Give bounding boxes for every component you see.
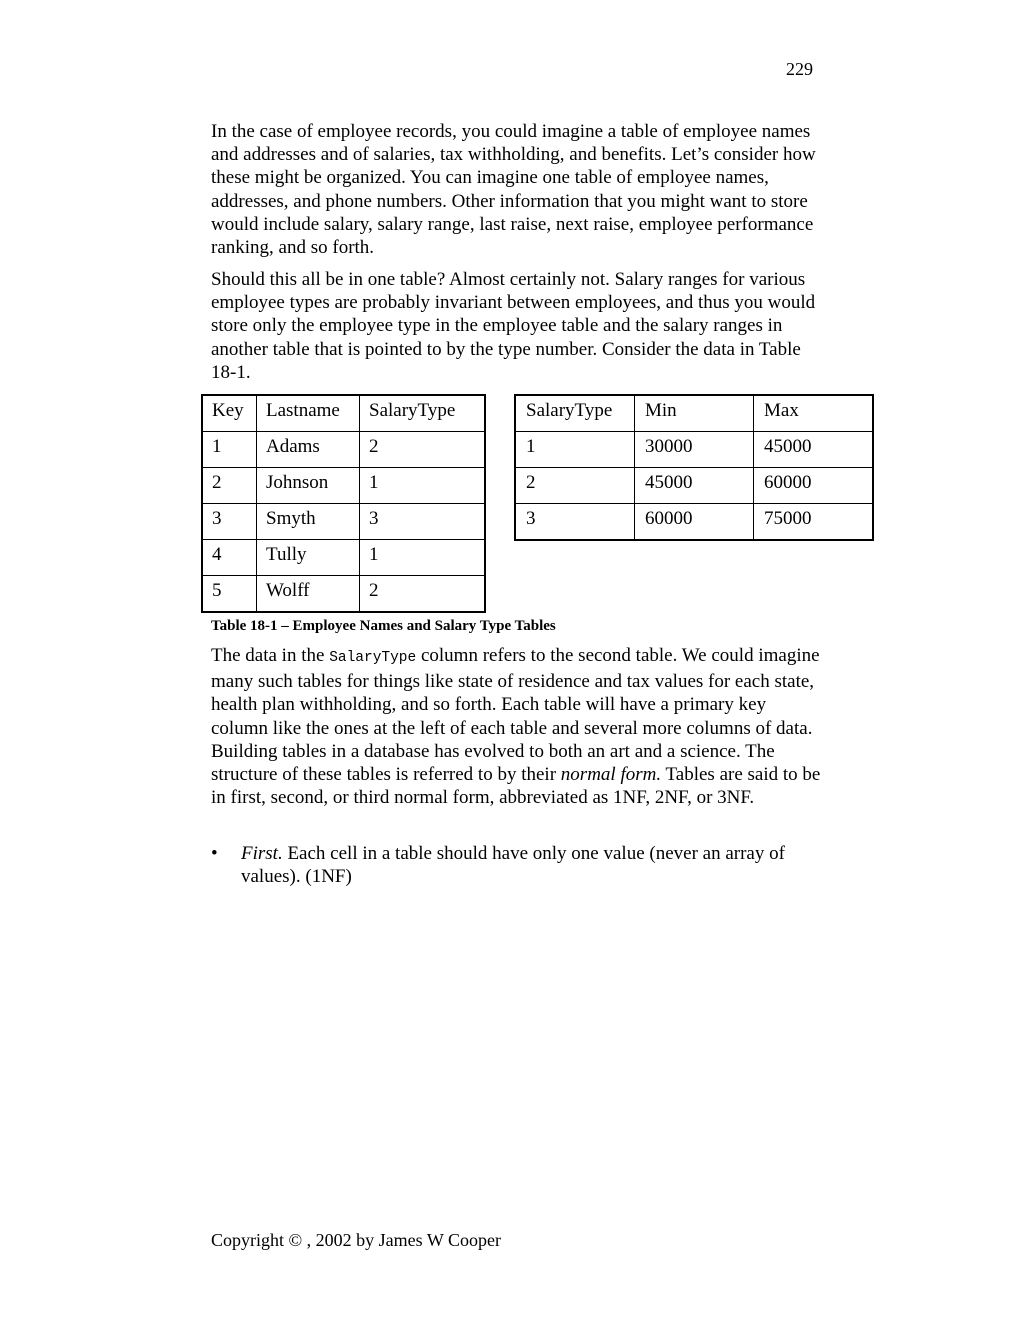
table-cell: Johnson	[257, 468, 360, 504]
table-cell: 2	[360, 432, 486, 468]
table-cell: 3	[515, 504, 635, 541]
employee-names-table	[201, 394, 486, 613]
table-cell: 3	[202, 504, 257, 540]
table-row	[515, 468, 873, 504]
header-cell-min: Min	[635, 395, 754, 432]
table-row	[202, 576, 485, 613]
bullet-icon: •	[211, 843, 218, 864]
table-cell: 2	[360, 576, 486, 613]
header-cell-lastname: Lastname	[257, 395, 360, 432]
table-cell: 1	[515, 432, 635, 468]
paragraph-text: Tables are said to be in first, second, or third normal form, abbreviated as 1NF, 2NF, or 3NF.	[211, 764, 821, 809]
inline-code: SalaryType	[329, 650, 417, 666]
table-row	[515, 504, 873, 541]
header-cell-key: Key	[202, 395, 257, 432]
header-cell-salarytype: SalaryType	[515, 395, 635, 432]
bullet-text	[241, 842, 823, 888]
table-cell: 2	[202, 468, 257, 504]
header-cell-salarytype: SalaryType	[360, 395, 486, 432]
table-cell: 45000	[754, 432, 874, 468]
copyright-footer: Copyright © , 2002 by James W Cooper	[211, 1230, 501, 1250]
table-cell: 60000	[635, 504, 754, 541]
paragraph-text: column refers to the second table. We could imagine many such tables for things like state of residence and tax values for each state, health plan withholding, and so forth. Each table will have a primary key column like the ones at the left of each table and several more columns of data. Building tables in a database has evolved to both an art and a science. The structure of these tables is referred to by their	[211, 645, 820, 786]
table-cell: Adams	[257, 432, 360, 468]
body-paragraph-2: Should this all be in one table? Almost certainly not. Salary ranges for various employee types are probably invariant between employees, and thus you would store only the employee type in the employee table and the salary ranges in another table that is pointed to by the type number. Consider the data in Table 18-1.	[211, 269, 816, 383]
emphasis-text: normal form.	[560, 764, 662, 786]
table-cell: 4	[202, 540, 257, 576]
bullet-term: First.	[241, 843, 283, 864]
table-cell: 1	[202, 432, 257, 468]
bullet-description: Each cell in a table should have only one value (never an array of values). (1NF)	[241, 843, 785, 888]
table-cell: 1	[360, 468, 486, 504]
table-row	[515, 432, 873, 468]
table-cell: 3	[360, 504, 486, 540]
header-cell-max: Max	[754, 395, 874, 432]
table-cell: 60000	[754, 468, 874, 504]
table-row	[202, 504, 485, 540]
table-cell: 30000	[635, 432, 754, 468]
table-cell: 2	[515, 468, 635, 504]
page-number: 229	[786, 59, 813, 79]
table-row	[202, 432, 485, 468]
body-paragraph-1: In the case of employee records, you could imagine a table of employee names and addresses and of salaries, tax withholding, and benefits. Let’s consider how these might be organized. You can imagine one table of employee names, addresses, and phone numbers. Other information that you might want to store would include salary, salary range, last raise, next raise, employee performance ranking, and so forth.	[211, 121, 816, 259]
table-cell: Tully	[257, 540, 360, 576]
table-cell: Wolff	[257, 576, 360, 613]
paragraph-text: The data in the	[211, 645, 330, 666]
table-cell: 45000	[635, 468, 754, 504]
bullet-list-item	[211, 842, 823, 888]
table-cell: 1	[360, 540, 486, 576]
salary-type-table	[514, 394, 874, 541]
table-cell: Smyth	[257, 504, 360, 540]
table-caption: Table 18-1 – Employee Names and Salary Type Tables	[211, 618, 556, 634]
table-cell: 75000	[754, 504, 874, 541]
body-paragraph-3	[211, 644, 823, 809]
table-header-row	[202, 395, 485, 432]
table-row	[202, 540, 485, 576]
table-cell: 5	[202, 576, 257, 613]
table-header-row	[515, 395, 873, 432]
table-row	[202, 468, 485, 504]
